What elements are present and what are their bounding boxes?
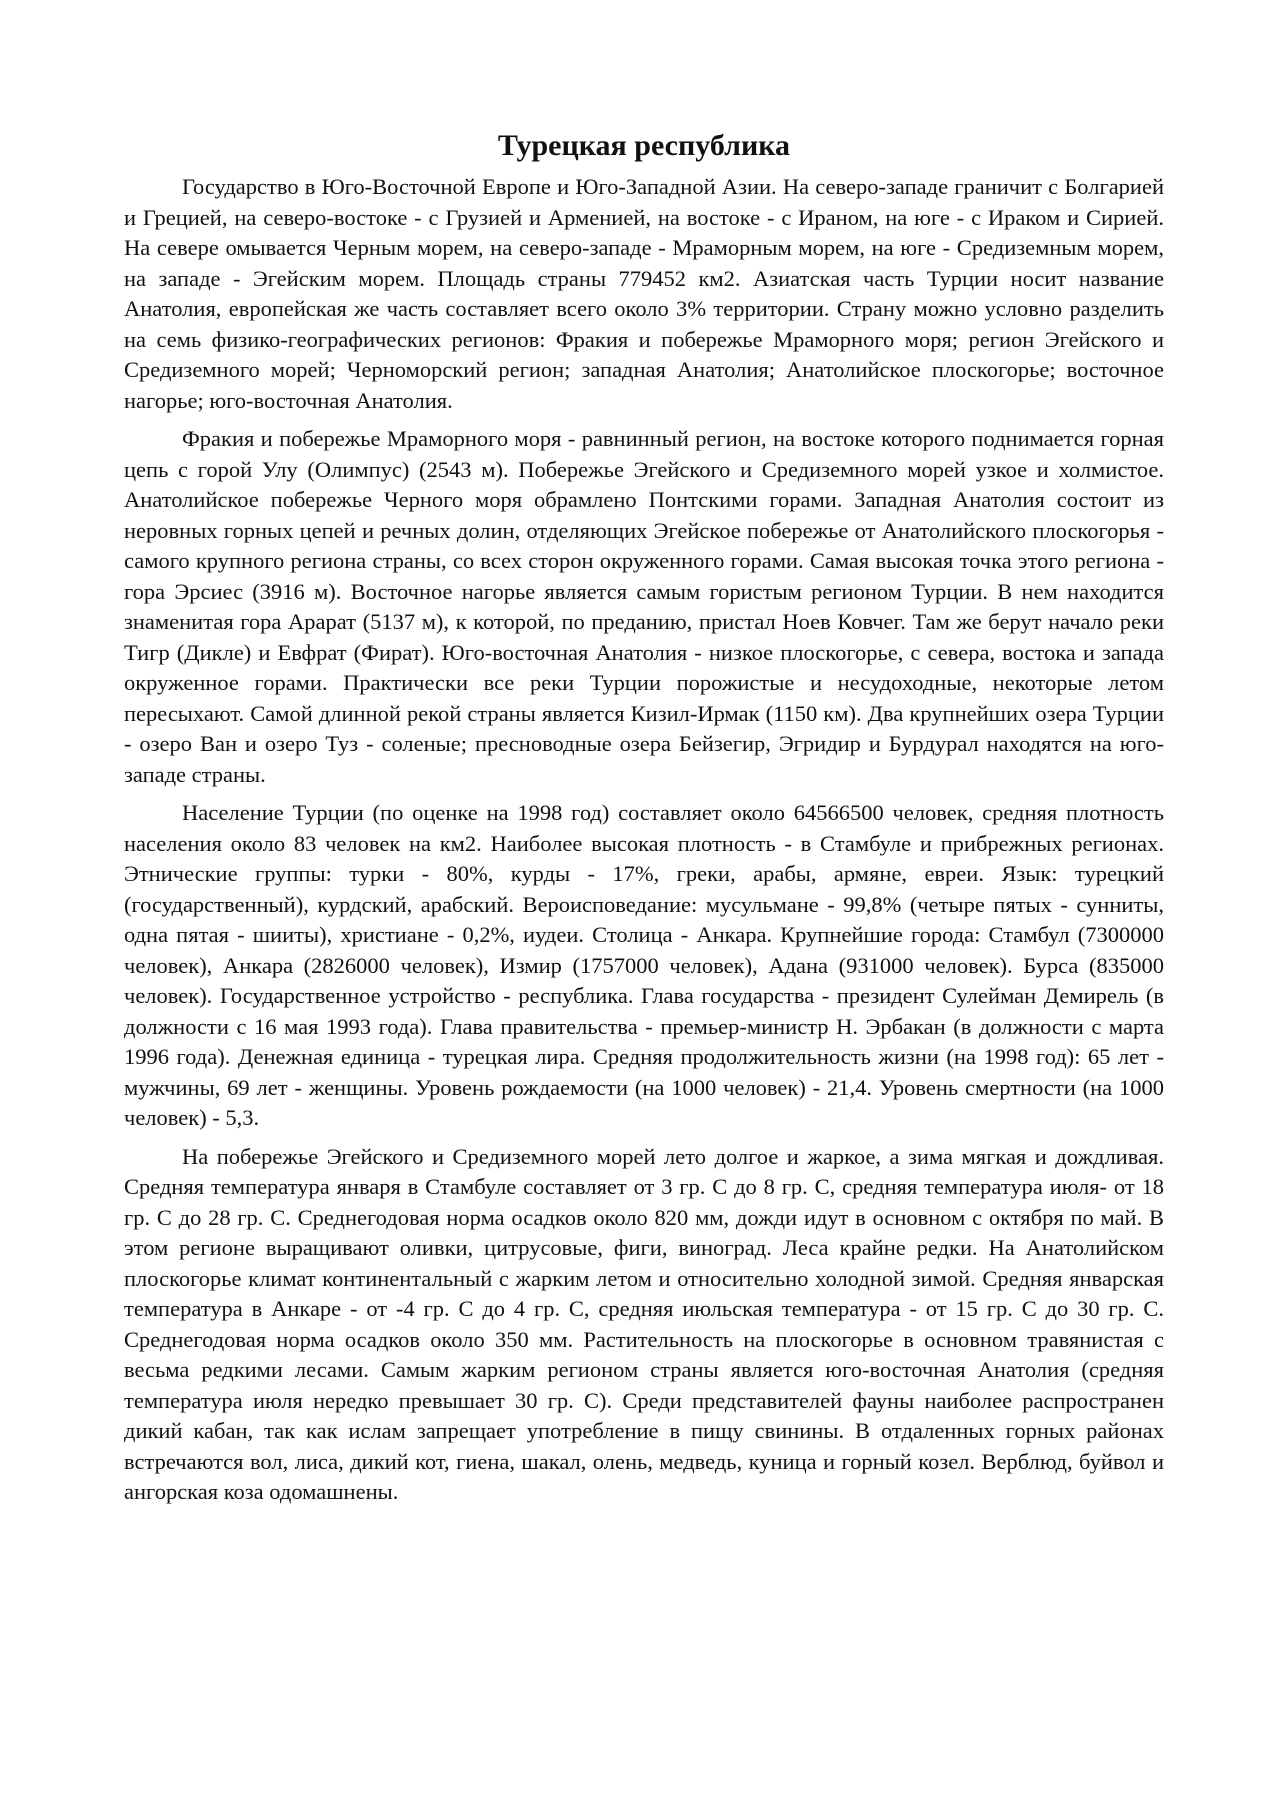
paragraph-population: Население Турции (по оценке на 1998 год) составляет около 64566500 человек, средняя плотность населения около 83 человек на км2. Наиболее высокая плотность - в Стамбуле и прибрежных регионах. Этнические группы: турки - 80%, курды - 17%, греки, арабы, армяне, евреи. Язык: турецкий (государственный), курдский, арабский. Вероисповедание: мусульмане - 99,8% (четыре пятых - сунниты, одна пятая - шииты), христиане - 0,2%, иудеи. Столица - Анкара. Крупнейшие города: Стамбул (7300000 человек), Анкара (2826000 человек), Измир (1757000 человек), Адана (931000 человек). Бурса (835000 человек). Государственное устройство - республика. Глава государства - президент Сулейман Демирель (в должности с 16 мая 1993 года). Глава правительства - премьер-министр Н. Эрбакан (в должности с марта 1996 года). Денежная единица - турецкая лира. Средняя продолжительность жизни (на 1998 год): 65 лет - мужчины, 69 лет - женщины. Уровень рождаемости (на 1000 человек) - 21,4. Уровень смертности (на 1000 человек) - 5,3.	[124, 800, 1164, 1130]
paragraph-geography: Фракия и побережье Мраморного моря - равнинный регион, на востоке которого поднимается горная цепь с горой Улу (Олимпус) (2543 м). Побережье Эгейского и Средиземного морей узкое и холмистое. Анатолийское побережье Черного моря обрамлено Понтскими горами. Западная Анатолия состоит из неровных горных цепей и речных долин, отделяющих Эгейское побережье от Анатолийского плоскогорья - самого крупного региона страны, со всех сторон окруженного горами. Самая высокая точка этого региона - гора Эрсиес (3916 м). Восточное нагорье является самым гористым регионом Турции. В нем находится знаменитая гора Арарат (5137 м), к которой, по преданию, пристал Ноев Ковчег. Там же берут начало реки Тигр (Дикле) и Евфрат (Фират). Юго-восточная Анатолия - низкое плоскогорье, с севера, востока и запада окруженное горами. Практически все реки Турции порожистые и несудоходные, некоторые летом пересыхают. Самой длинной рекой страны является Кизил-Ирмак (1150 км). Два крупнейших озера Турции - озеро Ван и озеро Туз - соленые; пресноводные озера Бейзегир, Эгридир и Бурдурал находятся на юго-западе страны.	[124, 426, 1164, 787]
document-body	[124, 124, 1164, 1516]
paragraph-overview: Государство в Юго-Восточной Европе и Юго-Западной Азии. На северо-западе граничит с Болгарией и Грецией, на северо-востоке - с Грузией и Арменией, на востоке - с Ираном, на юге - с Ираком и Сирией. На севере омывается Черным морем, на северо-западе - Мраморным морем, на юге - Средиземным морем, на западе - Эгейским морем. Площадь страны 779452 км2. Азиатская часть Турции носит название Анатолия, европейская же часть составляет всего около 3% территории. Страну можно условно разделить на семь физико-географических регионов: Фракия и побережье Мраморного моря; регион Эгейского и Средиземного морей; Черноморский регион; западная Анатолия; Анатолийское плоскогорье; восточное нагорье; юго-восточная Анатолия.	[124, 174, 1164, 413]
document-title: Турецкая республика	[497, 129, 791, 162]
paragraph-climate-fauna: На побережье Эгейского и Средиземного морей лето долгое и жаркое, а зима мягкая и дождливая. Средняя температура января в Стамбуле составляет от 3 гр. С до 8 гр. С, средняя температура июля- от 18 гр. С до 28 гр. С. Среднегодовая норма осадков около 820 мм, дожди идут в основном с октября по май. В этом регионе выращивают оливки, цитрусовые, фиги, виноград. Леса крайне редки. На Анатолийском плоскогорье климат континентальный с жарким летом и относительно холодной зимой. Средняя январская температура в Анкаре - от -4 гр. С до 4 гр. С, средняя июльская температура - от 15 гр. С до 30 гр. С. Среднегодовая норма осадков около 350 мм. Растительность на плоскогорье в основном травянистая с весьма редкими лесами. Самым жарким регионом страны является юго-восточная Анатолия (средняя температура июля нередко превышает 30 гр. С). Среди представителей фауны наиболее распространен дикий кабан, так как ислам запрещает употребление в пищу свинины. В отдаленных горных районах встречаются вол, лиса, дикий кот, гиена, шакал, олень, медведь, куница и горный козел. Верблюд, буйвол и ангорская коза одомашнены.	[124, 1143, 1164, 1504]
